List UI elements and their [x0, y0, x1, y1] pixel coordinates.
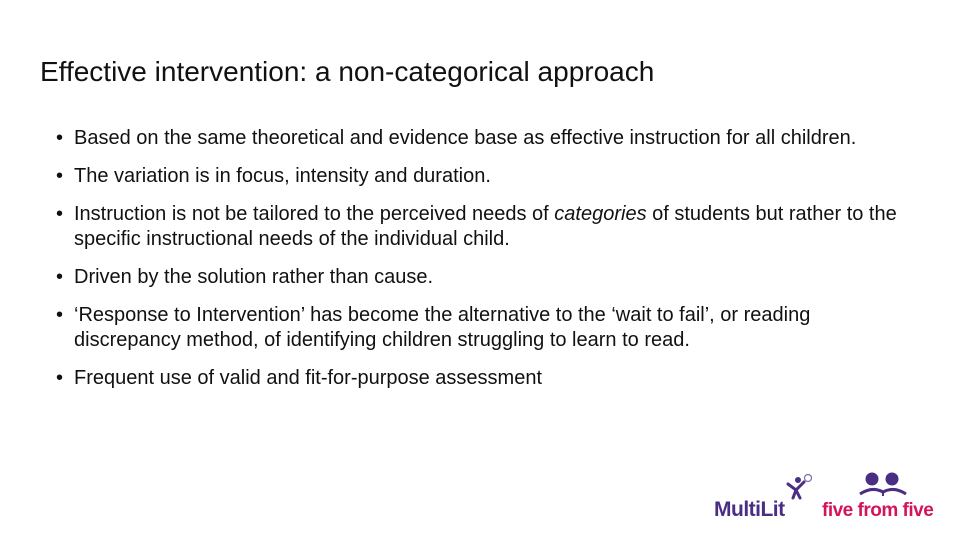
bullet-text: Driven by the solution rather than cause. — [74, 266, 434, 288]
bullet-item — [56, 366, 916, 391]
multilit-figure-icon — [784, 472, 814, 506]
bullet-text: Based on the same theoretical and evidence base as effective instruction for all children. — [74, 127, 857, 149]
five-from-five-wordmark: five from five — [822, 500, 934, 521]
bullet-dot: • — [56, 165, 64, 187]
bullet-text: ‘Response to Intervention’ has become the alternative to the ‘wait to fail’, or reading discrepancy method, of identifying children struggling to learn to read. — [74, 304, 811, 351]
bullet-item — [56, 126, 916, 151]
bullet-dot: • — [56, 266, 64, 288]
slide-title: Effective intervention: a non-categorical approach — [40, 56, 655, 87]
bullet-text: The variation is in focus, intensity and duration. — [74, 165, 491, 187]
children-reading-icon — [850, 472, 916, 496]
multilit-logo — [714, 472, 814, 522]
five-from-five-logo — [822, 472, 946, 522]
bullet-dot: • — [56, 127, 64, 149]
bullet-text-italic: categories — [554, 203, 647, 225]
bullet-dot: • — [56, 203, 64, 225]
bullet-item — [56, 303, 916, 353]
bullet-dot: • — [56, 367, 64, 389]
bullet-text-before: Instruction is not be tailored to the perceived needs of — [74, 203, 555, 225]
bullet-item — [56, 202, 916, 252]
bullet-list — [56, 126, 916, 404]
bullet-item — [56, 265, 916, 290]
bullet-text-after: of students but rather to the specific instructional needs of the individual child. — [74, 203, 897, 250]
bullet-dot: • — [56, 304, 64, 326]
bullet-text: Frequent use of valid and fit-for-purpose assessment — [74, 367, 543, 389]
multilit-wordmark: MultiLit — [714, 498, 785, 521]
bullet-item — [56, 164, 916, 189]
